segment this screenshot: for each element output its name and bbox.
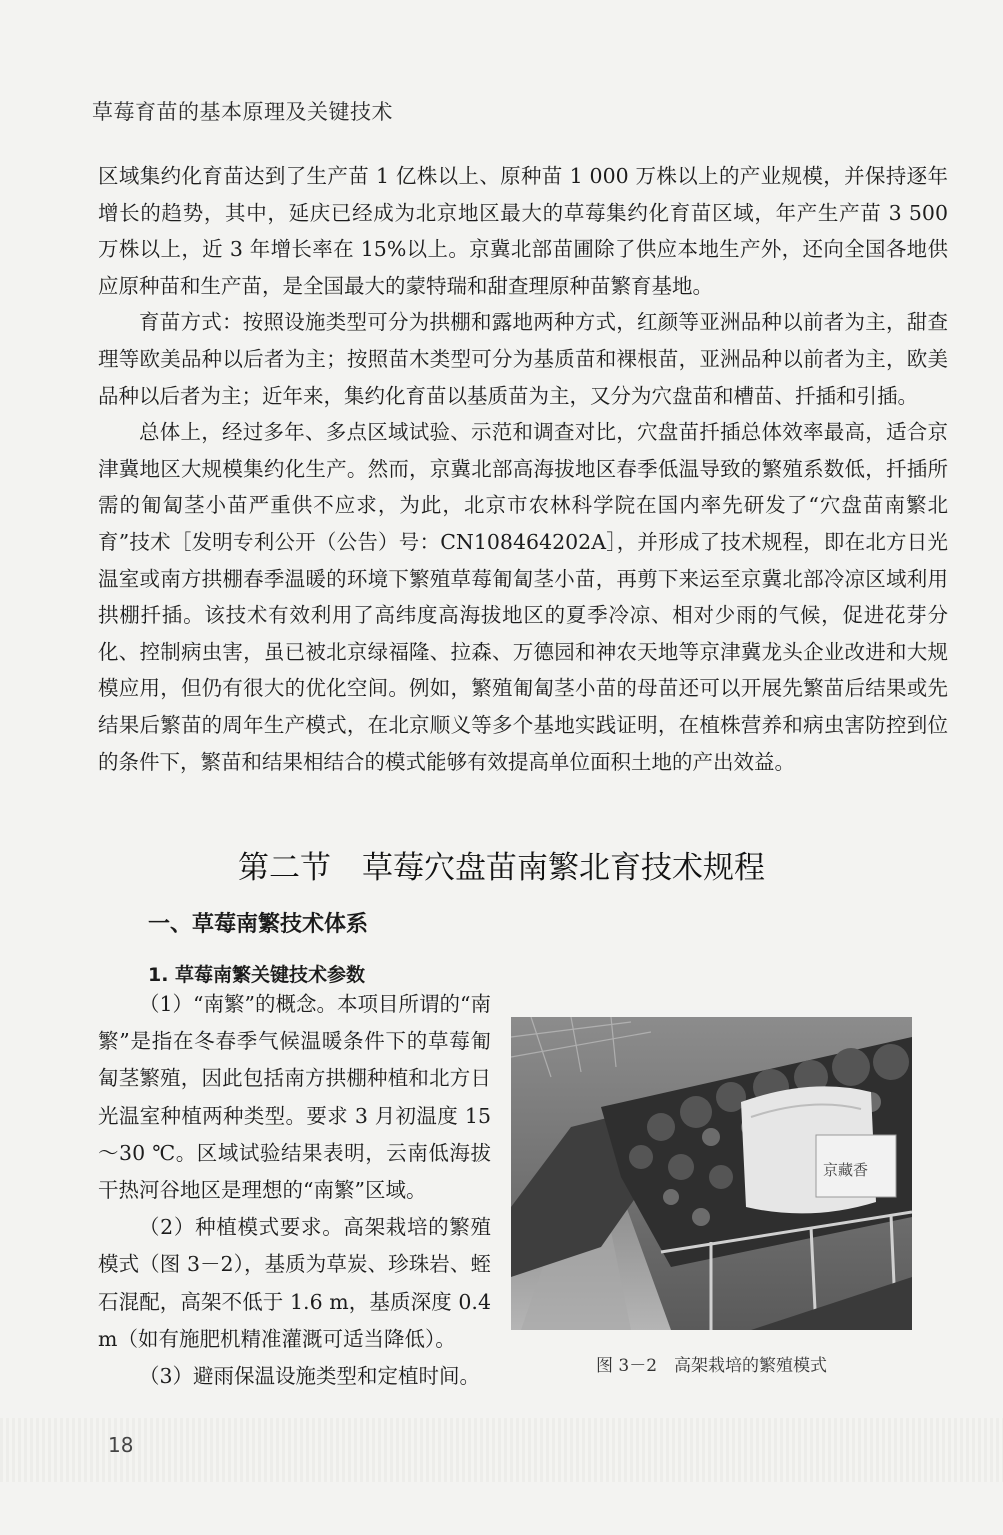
paragraph-continuation: 区域集约化育苗达到了生产苗 1 亿株以上、原种苗 1 000 万株以上的产业规模，并保持逐年增长的趋势，其中，延庆已经成为北京地区最大的草莓集约化育苗区域，年产生产苗 3 500 万株以上，近 3 年增长率在 15%以上。京冀北部苗圃除了供应本地生产外，还向全国各地供应原种苗和生产苗，是全国最大的蒙特瑞和甜查理原种苗繁育基地。 — [98, 164, 948, 298]
left-column-text — [98, 986, 491, 1395]
page-number: 18 — [108, 1433, 134, 1457]
subsubsection-heading: 1. 草莓南繁关键技术参数 — [148, 964, 366, 986]
figure-photo — [511, 1017, 912, 1330]
item-facility-type: （3）避雨保温设施类型和定植时间。 — [139, 1364, 481, 1389]
running-header: 草莓育苗的基本原理及关键技术 — [92, 100, 393, 124]
paragraph-overview: 总体上，经过多年、多点区域试验、示范和调查对比，穴盘苗扦插总体效率最高，适合京津冀地区大规模集约化生产。然而，京冀北部高海拔地区春季低温导致的繁殖系数低，扦插所需的匍匐茎小苗严重供不应求，为此，北京市农林科学院在国内率先研发了“穴盘苗南繁北育”技术［发明专利公开（公告）号：CN108464202A］，并形成了技术规程，即在北方日光温室或南方拱棚春季温暖的环境下繁殖草莓匍匐茎小苗，再剪下来运至京冀北部冷凉区域利用拱棚扦插。该技术有效利用了高纬度高海拔地区的夏季冷凉、相对少雨的气候，促进花芽分化、控制病虫害，虽已被北京绿福隆、拉森、万德园和神农天地等京津冀龙头企业改进和大规模应用，但仍有很大的优化空间。例如，繁殖匍匐茎小苗的母苗还可以开展先繁苗后结果或先结果后繁苗的周年生产模式，在北京顺义等多个基地实践证明，在植株营养和病虫害防控到位的条件下，繁苗和结果相结合的模式能够有效提高单位面积土地的产出效益。 — [98, 420, 948, 774]
item-planting-mode: （2）种植模式要求。高架栽培的繁殖模式（图 3－2），基质为草炭、珍珠岩、蛭石混配，高架不低于 1.6 m，基质深度 0.4 m（如有施肥机精准灌溉可适当降低）。 — [98, 1215, 491, 1351]
photo-sign-text: 京藏香 — [823, 1161, 869, 1179]
footer-band — [0, 1418, 1003, 1482]
subsection-heading: 一、草莓南繁技术体系 — [148, 912, 369, 937]
section-title: 第二节 草莓穴盘苗南繁北育技术规程 — [238, 850, 765, 886]
body-text — [98, 158, 948, 780]
item-concept: （1）“南繁”的概念。本项目所谓的“南繁”是指在冬春季气候温暖条件下的草莓匍匐茎繁殖，因此包括南方拱棚种植和北方日光温室种植两种类型。要求 3 月初温度 15～30 ℃。区域试验结果表明，云南低海拔干热河谷地区是理想的“南繁”区域。 — [98, 992, 491, 1203]
greenhouse-photo-illustration — [511, 1017, 912, 1330]
figure-caption: 图 3－2 高架栽培的繁殖模式 — [595, 1356, 828, 1376]
paragraph-nursery-methods: 育苗方式：按照设施类型可分为拱棚和露地两种方式，红颜等亚洲品种以前者为主，甜查理等欧美品种以后者为主；按照苗木类型可分为基质苗和裸根苗，亚洲品种以前者为主，欧美品种以后者为主；近年来，集约化育苗以基质苗为主，又分为穴盘苗和槽苗、扦插和引插。 — [98, 310, 948, 408]
